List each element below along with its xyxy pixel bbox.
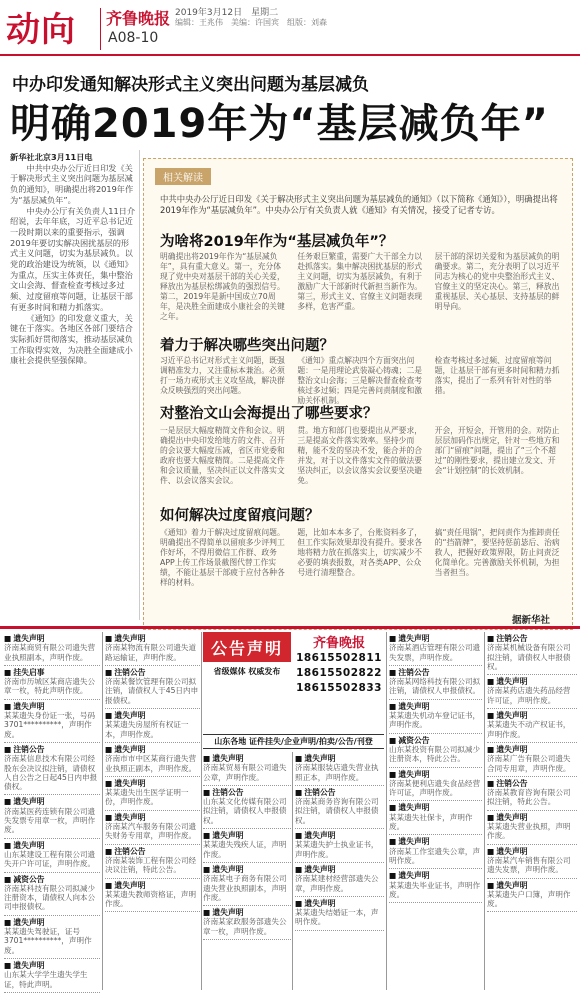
question-heading: 如何解决过度留痕问题？: [160, 508, 320, 524]
ad-body: 山东某建设工程有限公司遗失开户许可证，声明作废。: [4, 849, 96, 869]
ad-body: 济南某广告有限公司遗失合同专用章，声明作废。: [487, 754, 571, 773]
ad-body: 山东某投资有限公司拟减少注册资本，特此公告。: [389, 744, 481, 764]
answer-column: 贯。地方和部门也要提出从严要求，三是提高文件落实效率。坚持少而精，能不发的坚决不发，能合并的合并发，对于以文件落实文件的做法要坚决纠正，以会议落实会议要坚决避免。: [297, 426, 423, 485]
classified-ad: [203, 752, 291, 786]
ad-heading: ■ 遗失声明: [4, 961, 100, 970]
ad-heading: ■ 遗失声明: [203, 865, 291, 874]
question-heading: 为啥将2019年作为“基层减负年”？: [160, 234, 394, 250]
ad-heading: ■ 挂失启事: [4, 668, 100, 677]
classified-ad: [389, 768, 482, 802]
ad-heading: ■ 遗失声明: [389, 770, 482, 779]
ad-heading: ■ 遗失声明: [105, 881, 200, 890]
ad-body: 济南某机械设备有限公司拟注销，请债权人申报债权。: [487, 643, 571, 671]
notice-phones: [294, 632, 384, 732]
ad-body: 某某遗失出生医学证明一份，声明作废。: [105, 788, 189, 807]
ad-heading: ■ 遗失声明: [105, 711, 200, 720]
ad-heading: ■ 遗失声明: [295, 899, 384, 908]
ad-heading: ■ 遗失声明: [487, 711, 577, 720]
answer-column: 检查考核过多过频、过度留痕等问题，让基层干部有更多时间和精力抓落实，提出了一系列有针对性的举措。: [434, 356, 560, 395]
ad-heading: ■ 遗失声明: [389, 702, 482, 711]
classified-ad: [105, 845, 200, 879]
ad-heading: ■ 遗失声明: [4, 634, 100, 643]
answer-column: 《通知》着力于解决过度留痕问题。明确提出不得简单以留痕多少评判工作好坏，不得用微信工作群、政务APP上传工作场景截图代替工作实绩，不能让基层干部疲于应付各种各样的材料。: [160, 528, 285, 587]
notice-title: 公告声明: [203, 632, 291, 662]
classified-ad: [105, 777, 200, 811]
classified-column: [389, 632, 482, 992]
ad-body: 济南某服装店遗失营业执照正本，声明作废。: [295, 763, 379, 782]
classified-ad: [105, 666, 200, 709]
ad-heading: ■ 注销公告: [105, 847, 200, 856]
ad-body: 济南某酒店管理有限公司遗失发票，声明作废。: [389, 643, 481, 662]
classified-ad: [295, 829, 384, 863]
answer-columns: [160, 356, 562, 405]
editors-line: 编辑：王兆伟 美编：许国宾 组版：刘森: [175, 18, 327, 27]
ad-heading: ■ 遗失声明: [389, 837, 482, 846]
notice-footer: 山东各地 证件挂失/企业声明/拍卖/公告/刊登: [203, 734, 384, 749]
ad-heading: ■ 遗失声明: [487, 847, 577, 856]
ad-heading: ■ 遗失声明: [4, 702, 100, 711]
ad-body: 济南市历城区某商店遗失公章一枚，特此声明作废。: [4, 677, 96, 696]
classified-ad: [295, 786, 384, 829]
ad-heading: ■ 遗失声明: [389, 634, 482, 643]
notice-box: [203, 632, 291, 732]
ad-body: 某某遗失残疾人证，声明作废。: [203, 840, 287, 859]
answer-columns: [160, 528, 562, 610]
ad-body: 济南某物流有限公司遗失道路运输证，声明作废。: [105, 643, 197, 662]
ad-heading: ■ 遗失声明: [4, 918, 100, 927]
classified-ad: [487, 777, 577, 811]
ad-heading: ■ 遗失声明: [487, 677, 577, 686]
ad-heading: ■ 注销公告: [487, 779, 577, 788]
ad-body: 某某遗失不动产权证书，声明作废。: [487, 720, 571, 739]
ad-body: 山东某文化传媒有限公司拟注销，请债权人申报债权。: [203, 797, 287, 825]
classified-ad: [295, 752, 384, 786]
question-heading: 对整治文山会海提出了哪些要求？: [160, 406, 378, 422]
classified-ad: [4, 700, 100, 743]
classified-ad: [203, 906, 291, 940]
phone-number: 18615502833: [296, 682, 382, 694]
ad-body: 济南某贸易有限公司遗失公章，声明作废。: [203, 763, 287, 782]
section-rule: [0, 626, 580, 629]
answer-column: 习近平总书记对形式主义问题，既强调精准发力，又注重标本兼治。必须打一场力戒形式主义攻坚战，解决群众反映强烈的突出问题。: [160, 356, 285, 395]
ad-body: 济南某商贸有限公司遗失营业执照副本，声明作废。: [4, 643, 96, 662]
answer-column: 开会，开短会，开管用的会。对防止层层加码作出规定，针对一些地方和部门“留痕”问题，提出了“三个不超过”的刚性要求，提出建立发文、开会“计划控制”的长效机制。: [434, 426, 560, 475]
ad-body: 某某遗失教师资格证，声明作废。: [105, 889, 197, 909]
answer-columns: [160, 426, 562, 498]
ad-heading: ■ 注销公告: [295, 788, 384, 797]
classified-ad: [389, 666, 482, 700]
classified-ad: [487, 632, 577, 675]
classified-ad: [105, 632, 200, 666]
ad-body: 济南某商务咨询有限公司拟注销，请债权人申报债权。: [295, 797, 379, 825]
column-divider: [102, 632, 103, 990]
ad-body: 济南某信息技术有限公司经股东会决议拟注销，请债权人自公告之日起45日内申报债权。: [4, 754, 98, 792]
ad-heading: ■ 注销公告: [487, 634, 577, 643]
ad-heading: ■ 遗失声明: [105, 813, 200, 822]
article-paragraph: 《通知》的印发意义重大，关键在于落实。各地区各部门要结合实际抓好贯彻落实，推动基层减负工作取得实效，为决胜全面建成小康社会提供坚强保障。: [10, 312, 133, 366]
classified-ad: [487, 675, 577, 709]
classified-column: [295, 752, 384, 990]
answer-column: 层干部的深切关爱和为基层减负的明确要求。第二，充分表明了以习近平同志为核心的党中央整治形式主义、官僚主义的坚定决心。第三，释放出重视基层、关心基层、支持基层的鲜明导向。: [434, 252, 560, 311]
ad-body: 济南某教育咨询有限公司拟注销，特此公告。: [487, 788, 571, 807]
lead-article: [10, 152, 136, 622]
classified-column: [487, 632, 577, 992]
related-tag: 相关解读: [155, 168, 211, 185]
answer-column: 题，比如本本多了，台账资料多了，但工作实际效果却没有提升。要求各地将精力放在抓落实上，切实减少不必要的填表报数，对各类APP、公众号进行清理整合。: [297, 528, 423, 577]
ad-heading: ■ 注销公告: [389, 668, 482, 677]
question-heading: 着力于解决哪些突出问题？: [160, 338, 334, 354]
ad-heading: ■ 注销公告: [105, 668, 200, 677]
page-code: A08-10: [108, 30, 159, 46]
ad-body: 济南某网络科技有限公司拟注销，请债权人申报债权。: [389, 677, 481, 696]
ad-body: 济南某工作室遗失公章，声明作废。: [389, 846, 481, 865]
column-divider: [292, 752, 293, 990]
ad-heading: ■ 遗失声明: [295, 865, 384, 874]
answer-column: 明确提出将2019年作为“基层减负年”，具有重大意义。第一，充分体现了党中央对基层干部的关心关爱，释放出为基层松绑减负的强烈信号。第二，2019年是新中国成立70周年，是决胜全面建成小康社会的关键之年。: [160, 252, 285, 321]
ad-heading: ■ 遗失声明: [4, 797, 100, 806]
ad-heading: ■ 注销公告: [203, 788, 291, 797]
ad-body: 济南市市中区某商行遗失营业执照正副本，声明作废。: [105, 754, 197, 773]
classified-ad: [389, 734, 482, 768]
page-header: [0, 0, 580, 56]
ad-body: 济南某餐饮管理有限公司拟注销，请债权人于45日内申报债权。: [105, 677, 199, 705]
classified-ad: [389, 801, 482, 835]
classified-ad: [105, 879, 200, 913]
classified-ad: [295, 863, 384, 897]
classified-ad: [389, 835, 482, 869]
ad-heading: ■ 遗失声明: [295, 754, 384, 763]
main-headline: 明确2019年为“基层减负年”: [10, 101, 549, 147]
classified-ad: [4, 839, 100, 873]
answer-column: 《通知》重点解决四个方面突出问题：一是用理论武装凝心铸魂；二是整治文山会海；三是解决督查检查考核过多过频；四是完善问责制度和激励关怀机制。: [297, 356, 423, 405]
phone-number: 18615502811: [296, 652, 382, 664]
notice-brand: 齐鲁晚报: [312, 636, 365, 651]
ad-heading: ■ 遗失声明: [4, 841, 100, 850]
ad-body: 济南某装饰工程有限公司经决议注销，特此公告。: [105, 855, 197, 875]
ad-heading: ■ 注销公告: [4, 745, 100, 754]
ad-body: 某某遗失驾驶证，证号3701**********，声明作废。: [4, 927, 92, 955]
classified-ad: [389, 632, 482, 666]
ad-body: 某某遗失户口簿，声明作废。: [487, 889, 571, 909]
classified-column: [203, 752, 291, 990]
classified-ad: [4, 666, 100, 700]
classified-ad: [487, 811, 577, 845]
ad-heading: ■ 遗失声明: [389, 803, 482, 812]
ad-body: 某某遗失身份证一张，号码3701**********，声明作废。: [4, 711, 96, 739]
ad-heading: ■ 减资公告: [389, 736, 482, 745]
ad-body: 某某遗失结婚证一本，声明作废。: [295, 908, 379, 927]
issue-date: 2019年3月12日 星期二: [175, 8, 279, 18]
ad-body: 济南某药店遗失药品经营许可证，声明作废。: [487, 686, 571, 705]
classified-ad: [203, 786, 291, 829]
column-divider: [484, 632, 485, 990]
classified-ad: [487, 743, 577, 777]
ad-body: 山东某大学学生遗失学生证，特此声明。: [4, 970, 88, 989]
ad-heading: ■ 遗失声明: [203, 908, 291, 917]
classified-ad: [105, 709, 200, 743]
byline: 据新华社: [512, 615, 551, 626]
article-paragraph: 中共中央办公厅近日印发《关于解决形式主义突出问题为基层减负的通知》，明确提出将2019年作为“基层减负年”。: [10, 162, 134, 205]
classified-ad: [487, 709, 577, 743]
ad-body: 济南某建材经营部遗失公章，声明作废。: [295, 874, 379, 893]
classified-ad: [203, 829, 291, 863]
classified-ad: [4, 873, 100, 916]
phone-number: 18615502822: [296, 667, 382, 679]
classified-ad: [4, 916, 100, 959]
ad-body: 某某遗失社保卡，声明作废。: [389, 812, 473, 832]
ad-heading: ■ 遗失声明: [487, 881, 577, 890]
ad-body: 某某遗失营业执照，声明作废。: [487, 822, 571, 841]
header-rule: [0, 54, 580, 56]
ad-heading: ■ 遗失声明: [105, 745, 200, 754]
article-paragraph: 中央办公厅有关负责人11日介绍说，去年年底，习近平总书记近一段时期以来的重要指示，强调2019年要切实解决困扰基层的形式主义问题，切实为基层减负。以党的政治建设为统领，以《通知》为重点，压实主体责任，集中整治文山会海、督查检查考核过多过频、过度留痕等问题，让基层干部有更多时间和精力抓落实。: [10, 205, 136, 312]
section-title: 动向: [6, 10, 76, 50]
ad-body: 某某遗失房屋所有权证一本，声明作废。: [105, 720, 189, 739]
ad-body: 济南某家政服务部遗失公章一枚，声明作废。: [203, 917, 287, 936]
notice-slogan: 省级媒体 权威发布: [213, 667, 281, 676]
ad-heading: ■ 遗失声明: [105, 634, 200, 643]
classified-ad: [487, 879, 577, 913]
classified-ad: [487, 845, 577, 879]
ad-heading: ■ 遗失声明: [389, 871, 482, 880]
classified-ad: [4, 743, 100, 795]
ad-body: 济南某医药连锁有限公司遗失发票专用章一枚，声明作废。: [4, 806, 96, 835]
ad-body: 济南某汽车服务有限公司遗失财务专用章，声明作废。: [105, 822, 197, 841]
classified-column: [4, 632, 100, 992]
answer-column: 搞“责任甩锅”，把问责作为推卸责任的“挡箭牌”，要坚持惩前毖后、治病救人，把握好政策界限，防止问责泛化简单化。完善激励关怀机制，为担当者担当。: [434, 528, 560, 577]
classified-ad: [4, 959, 100, 993]
article-dateline: 新华社北京3月11日电: [10, 152, 93, 162]
ad-body: 某某遗失机动车登记证书，声明作废。: [389, 711, 481, 730]
ad-body: 济南某便利店遗失食品经营许可证，声明作废。: [389, 778, 481, 798]
ad-body: 济南某科技有限公司拟减少注册资本，请债权人向本公司申报债权。: [4, 883, 96, 912]
ad-body: 某某遗失护士执业证书，声明作废。: [295, 840, 379, 859]
column-divider: [201, 632, 202, 990]
classified-ad: [389, 869, 482, 903]
ad-heading: ■ 遗失声明: [105, 779, 200, 788]
answer-column: 一是层层大幅度精简文件和会议。明确提出中央印发给地方的文件、召开的会议要大幅度压减，省区市党委和政府也要大幅度精简。二是提高文件和会议质量，坚决纠正以文件落实文件、以会议落实会议。: [160, 426, 285, 485]
ad-heading: ■ 遗失声明: [487, 745, 577, 754]
classified-ad: [295, 897, 384, 931]
ad-heading: ■ 遗失声明: [203, 831, 291, 840]
classified-ad: [389, 700, 482, 734]
column-divider: [139, 150, 140, 620]
ad-heading: ■ 遗失声明: [203, 754, 291, 763]
ad-heading: ■ 遗失声明: [295, 831, 384, 840]
ad-body: 济南某汽车销售有限公司遗失发票，声明作废。: [487, 855, 571, 875]
classified-ad: [4, 632, 100, 666]
answer-columns: [160, 252, 562, 324]
classified-ad: [105, 743, 200, 777]
related-lead: 中共中央办公厅近日印发《关于解决形式主义突出问题为基层减负的通知》（以下简称《通知》），明确提出将2019年作为“基层减负年”。中央办公厅有关负责人就《通知》有关情况，接受了记者专访。: [160, 194, 558, 215]
classified-ad: [203, 863, 291, 906]
ad-body: 某某遗失毕业证书，声明作废。: [389, 880, 481, 899]
ad-heading: ■ 遗失声明: [487, 813, 577, 822]
headline-kicker: 中办印发通知解决形式主义突出问题为基层减负: [12, 75, 369, 95]
newspaper-brand: 齐鲁晚报: [106, 9, 171, 28]
answer-column: 任务艰巨繁重，需要广大干部全力以赴抓落实。集中解决困扰基层的形式主义问题，切实为基层减负，有利于激励广大干部新时代新担当新作为。第三，形式主义、官僚主义问题表现多样，危害严重。: [297, 252, 423, 311]
ad-body: 济南某电子商务有限公司遗失营业执照副本，声明作废。: [203, 874, 287, 902]
classified-ad: [105, 811, 200, 845]
header-divider: [100, 8, 101, 50]
classified-column: [105, 632, 200, 992]
ad-heading: ■ 减资公告: [4, 875, 100, 884]
column-divider: [386, 632, 387, 990]
classified-ad: [4, 795, 100, 838]
